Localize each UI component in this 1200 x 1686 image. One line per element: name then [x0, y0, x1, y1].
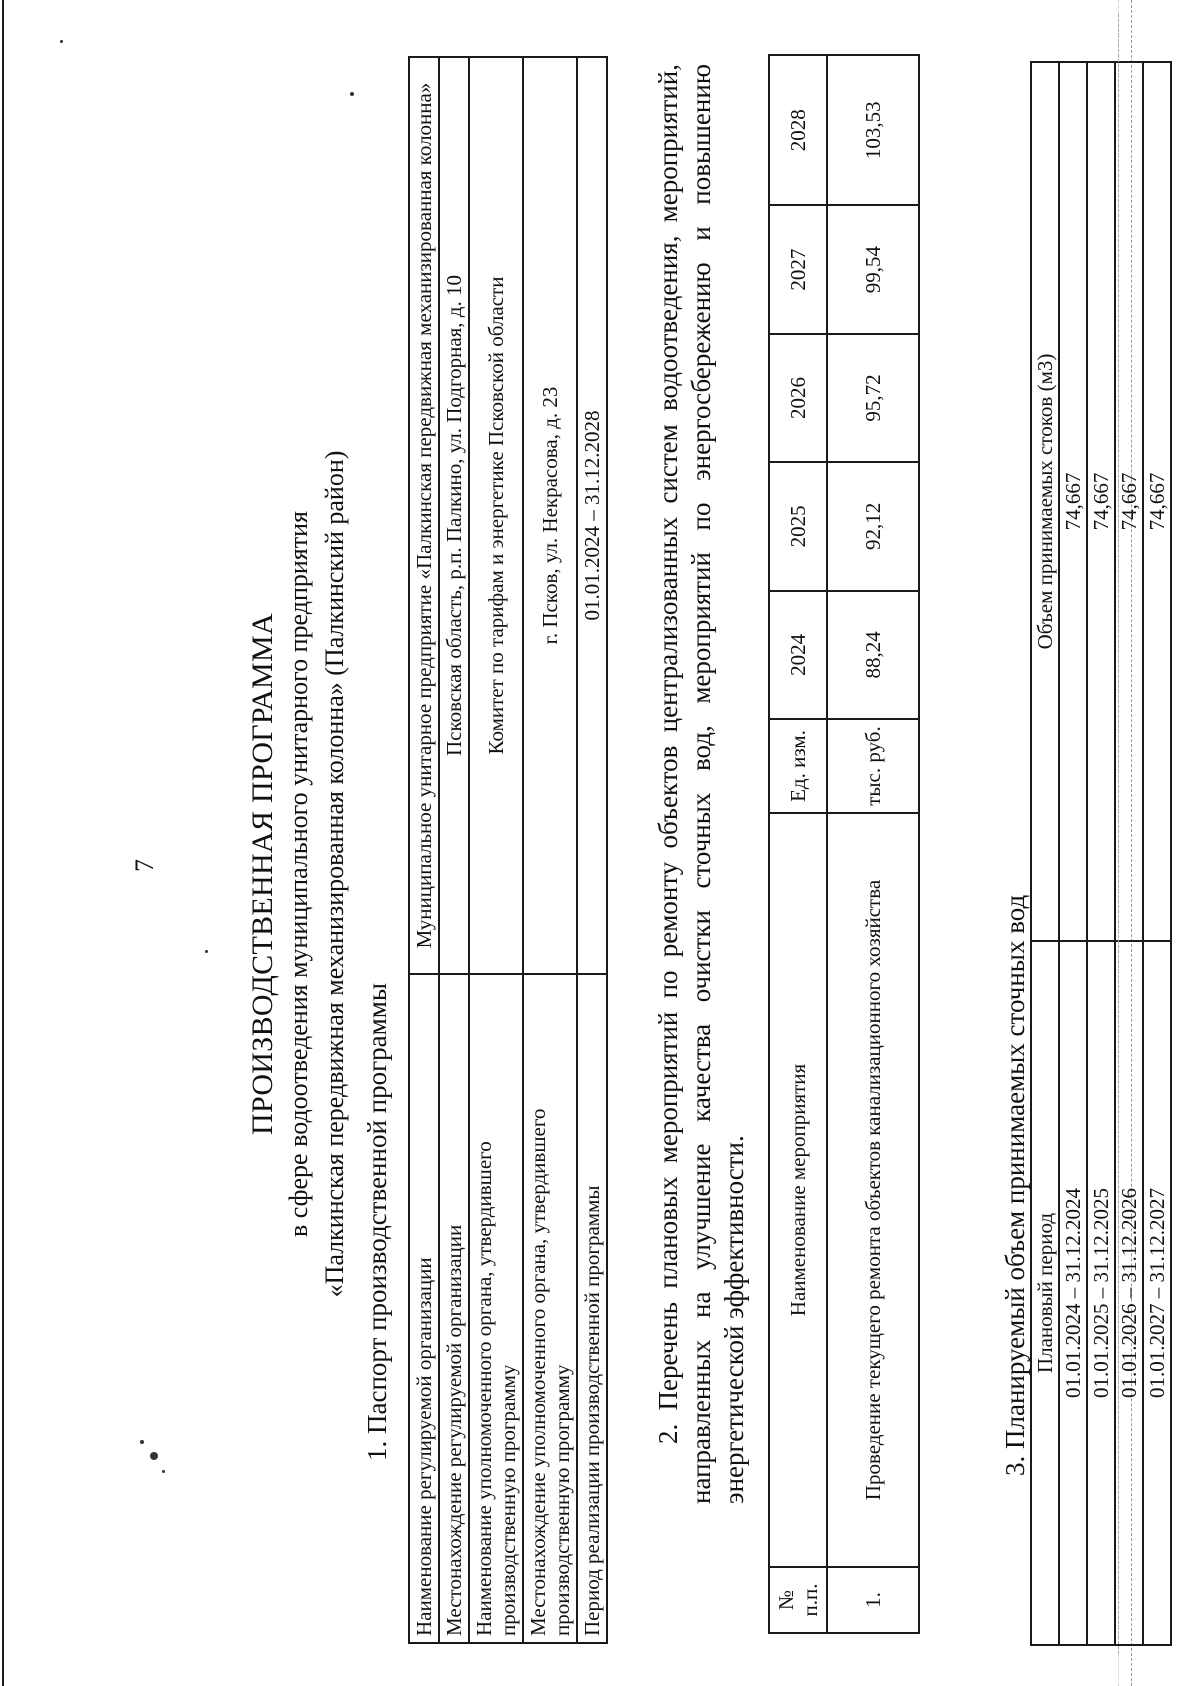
scan-speck — [205, 950, 208, 953]
section1-heading: 1. Паспорт производственной программы — [362, 983, 392, 1461]
column-header-period: Плановый период — [1031, 941, 1059, 1645]
passport-key: Наименование регулируемой организации — [409, 974, 439, 1643]
measures-table — [768, 54, 920, 1634]
volume-value: 74,667 — [1087, 62, 1115, 941]
table-row — [409, 57, 439, 1643]
document-subtitle: в сфере водоотведения муниципального унитарного предприятия — [284, 511, 313, 1237]
table-row — [469, 57, 523, 1643]
scan-speck — [60, 40, 63, 43]
volume-period: 01.01.2025 – 31.12.2025 — [1087, 941, 1115, 1645]
measure-unit: тыс. руб. — [827, 719, 919, 813]
table-row — [523, 57, 577, 1643]
column-header-year: 2025 — [769, 462, 827, 590]
document-title-block — [245, 274, 353, 1474]
table-row — [1115, 62, 1143, 1645]
table-row — [1059, 62, 1087, 1645]
volume-period: 01.01.2027 – 31.12.2027 — [1143, 941, 1171, 1645]
passport-key: Наименование уполномоченного органа, утвердившего производственную программу — [469, 974, 523, 1643]
scan-speck — [350, 92, 354, 96]
measure-value-2028: 103,53 — [827, 55, 919, 205]
passport-key: Период реализации производственной программы — [577, 974, 607, 1643]
measure-name: Проведение текущего ремонта объектов канализационного хозяйства — [827, 813, 919, 1567]
scan-speck — [140, 1440, 144, 1444]
table-row — [1143, 62, 1171, 1645]
passport-key: Местонахождение регулируемой организации — [439, 974, 469, 1643]
scan-dashed-line — [1118, 14, 1119, 1654]
volume-period: 01.01.2024 – 31.12.2024 — [1059, 941, 1087, 1645]
rotated-document-page — [0, 14, 1169, 1654]
passport-value: г. Псков, ул. Некрасова, д. 23 — [523, 57, 577, 974]
table-row — [439, 57, 469, 1643]
column-header-number: № п.п. — [769, 1567, 827, 1633]
measure-value-2024: 88,24 — [827, 591, 919, 719]
column-header-year: 2028 — [769, 55, 827, 205]
passport-value: Муниципальное унитарное предприятие «Палкинская передвижная механизированная колонна» — [409, 57, 439, 974]
passport-key: Местонахождение уполномоченного органа, утвердившего производственную программу — [523, 974, 577, 1643]
volume-table — [1030, 61, 1172, 1646]
table-header-row — [1031, 62, 1059, 1645]
measure-value-2025: 92,12 — [827, 462, 919, 590]
section3-heading: 3. Планируемый объем принимаемых сточных вод — [1000, 894, 1030, 1476]
section2-heading-text: 2. Перечень плановых мероприятий по ремонту объектов централизованных систем водоотведения, мероприятий, направленных на улучшение качества очистки сточных вод, мероприятий по энергосбережению и повышению энергетической эффективности. — [653, 64, 749, 1504]
passport-value: 01.01.2024 – 31.12.2028 — [577, 57, 607, 974]
volume-value: 74,667 — [1143, 62, 1171, 941]
document-title: ПРОИЗВОДСТВЕННАЯ ПРОГРАММА — [246, 613, 279, 1135]
volume-value: 74,667 — [1115, 62, 1143, 941]
scan-speck — [150, 1452, 158, 1460]
column-header-unit: Ед. изм. — [769, 719, 827, 813]
volume-period: 01.01.2026 – 31.12.2026 — [1115, 941, 1143, 1645]
passport-value: Псковская область, р.п. Палкино, ул. Подгорная, д. 10 — [439, 57, 469, 974]
scan-speck — [162, 1470, 165, 1473]
column-header-year: 2026 — [769, 334, 827, 462]
measure-value-2026: 95,72 — [827, 334, 919, 462]
measure-number: 1. — [827, 1567, 919, 1633]
document-subtitle-organization: «Палкинская передвижная механизированная колонна» (Палкинский район) — [320, 450, 349, 1298]
table-row — [827, 55, 919, 1633]
table-row — [1087, 62, 1115, 1645]
table-row — [577, 57, 607, 1643]
table-header-row — [769, 55, 827, 1633]
page-number: 7 — [130, 859, 159, 872]
measure-value-2027: 99,54 — [827, 205, 919, 333]
column-header-volume: Объем принимаемых стоков (м3) — [1031, 62, 1059, 941]
column-header-year: 2027 — [769, 205, 827, 333]
passport-value: Комитет по тарифам и энергетике Псковской области — [469, 57, 523, 974]
column-header-name: Наименование мероприятия — [769, 813, 827, 1567]
section2-heading — [652, 64, 751, 1504]
passport-table — [408, 56, 608, 1644]
column-header-year: 2024 — [769, 591, 827, 719]
volume-value: 74,667 — [1059, 62, 1087, 941]
